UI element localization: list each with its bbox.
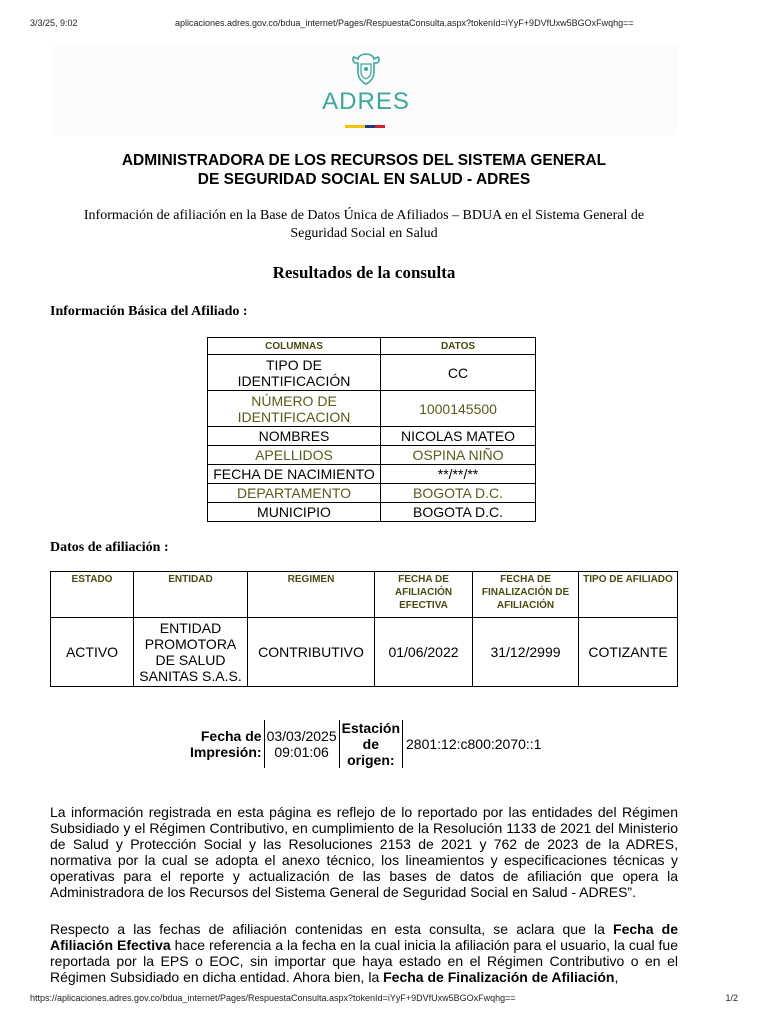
fecha-impresion-value: 03/03/2025 09:01:06 <box>264 720 339 768</box>
footer-url: https://aplicaciones.adres.gov.co/bdua_internet/Pages/RespuestaConsulta.aspx?tokenId=iYyF+9DVfUxw5BGOxFwqhg== <box>30 993 516 1003</box>
row-label: FECHA DE NACIMIENTO <box>208 465 381 484</box>
row-value: OSPINA NIÑO <box>381 446 536 465</box>
flag-yellow <box>345 125 365 128</box>
table-header-row <box>208 338 536 355</box>
header-tipo-afiliado: TIPO DE AFILIADO <box>579 572 678 618</box>
row-value: **/**/** <box>381 465 536 484</box>
affiliation-table <box>50 571 678 687</box>
header-regimen: REGIMEN <box>248 572 375 618</box>
row-label: NÚMERO DE IDENTIFICACION <box>208 391 381 427</box>
dates-paragraph <box>50 921 678 985</box>
dates-bold-2: Fecha de Finalización de Afiliación <box>383 969 615 985</box>
title-line2: DE SEGURIDAD SOCIAL EN SALUD - ADRES <box>197 171 531 188</box>
logo-text: ADRES <box>322 88 410 115</box>
table-row <box>208 391 536 427</box>
header-entidad: ENTIDAD <box>134 572 248 618</box>
table-row <box>208 503 536 522</box>
flag-blue <box>365 125 375 128</box>
table-row <box>208 484 536 503</box>
table-row <box>208 465 536 484</box>
meta-row <box>188 720 543 768</box>
row-label: TIPO DE IDENTIFICACIÓN <box>208 355 381 391</box>
dates-text-2: hace referencia a la fecha en la cual inicia la afiliación para el usuario, la cual fue reportada por la EPS o EOC, sin importar que haya estado en el Régimen Contributivo o en el Régimen Subsidiado en dicha entidad. Ahora bien, la <box>50 937 679 985</box>
cell-regimen: CONTRIBUTIVO <box>248 618 375 687</box>
row-label: DEPARTAMENTO <box>208 484 381 503</box>
estacion-origen-label: Estación de origen: <box>341 720 400 768</box>
print-date: 3/3/25, 9:02 <box>30 18 78 28</box>
affiliation-label: Datos de afiliación : <box>50 540 169 555</box>
page-number: 1/2 <box>725 993 738 1003</box>
estacion-origen-value: 2801:12:c800:2070::1 <box>403 720 544 768</box>
row-label: APELLIDOS <box>208 446 381 465</box>
print-meta-table <box>188 720 543 768</box>
page-subtitle <box>55 207 673 243</box>
coat-of-arms-icon <box>346 50 386 90</box>
row-value: 1000145500 <box>381 391 536 427</box>
table-row <box>208 355 536 391</box>
print-url: aplicaciones.adres.gov.co/bdua_internet/Pages/RespuestaConsulta.aspx?tokenId=iYyF+9DVfUxw5BGOxFwqhg== <box>175 18 634 28</box>
cell-fecha-finalizacion: 31/12/2999 <box>473 618 579 687</box>
adres-logo <box>318 50 414 132</box>
row-value: BOGOTA D.C. <box>381 484 536 503</box>
subtitle-line1: Información de afiliación en la Base de Datos Única de Afiliados – BDUA en el Sistema General de <box>83 208 645 223</box>
basic-info-table <box>207 337 536 522</box>
row-value: CC <box>381 355 536 391</box>
header-datos: DATOS <box>381 338 536 355</box>
disclaimer-paragraph: La información registrada en esta página es reflejo de lo reportado por las entidades del Régimen Subsidiado y el Régimen Contributivo, en cumplimiento de la Resolución 1133 de 2021 del Ministerio de Salud y Protección Social y las Resoluciones 2153 de 2021 y 762 de 2023 de la ADRES, normativa por la cual se adopta el anexo técnico, los lineamientos y especificaciones técnicas y operativas para el reporte y actualización de las bases de datos de afiliación que opera la Administradora de los Recursos del Sistema General de Seguridad Social en Salud - ADRES”. <box>50 804 678 900</box>
row-label: NOMBRES <box>208 427 381 446</box>
cell-estado: ACTIVO <box>51 618 134 687</box>
subtitle-line2: Seguridad Social en Salud <box>290 226 438 241</box>
header-columnas: COLUMNAS <box>208 338 381 355</box>
table-header-row <box>51 572 678 618</box>
dates-bold-1: Fecha de Afiliación Efectiva <box>50 921 678 953</box>
flag-red <box>375 125 385 128</box>
header-estado: ESTADO <box>51 572 134 618</box>
table-row <box>208 446 536 465</box>
cell-tipo-afiliado: COTIZANTE <box>579 618 678 687</box>
dates-text-1: Respecto a las fechas de afiliación contenidas en esta consulta, se aclara que la <box>50 921 614 937</box>
fecha-impresion-label: Fecha de Impresión: <box>190 728 262 760</box>
page-title <box>60 151 668 189</box>
row-value: BOGOTA D.C. <box>381 503 536 522</box>
header-fecha-afiliacion: FECHA DE AFILIACIÓN EFECTIVA <box>375 572 473 618</box>
table-row <box>208 427 536 446</box>
header-fecha-finalizacion: FECHA DE FINALIZACIÓN DE AFILIACIÓN <box>473 572 579 618</box>
cell-fecha-afiliacion: 01/06/2022 <box>375 618 473 687</box>
title-line1: ADMINISTRADORA DE LOS RECURSOS DEL SISTEMA GENERAL <box>121 152 607 169</box>
flag-stripe <box>345 125 385 128</box>
row-label: MUNICIPIO <box>208 503 381 522</box>
results-heading: Resultados de la consulta <box>272 263 456 282</box>
basic-info-label: Información Básica del Afiliado : <box>50 304 248 319</box>
row-value: NICOLAS MATEO <box>381 427 536 446</box>
dates-text-3: , <box>614 969 619 985</box>
table-row <box>51 618 678 687</box>
cell-entidad: ENTIDAD PROMOTORA DE SALUD SANITAS S.A.S. <box>134 618 248 687</box>
